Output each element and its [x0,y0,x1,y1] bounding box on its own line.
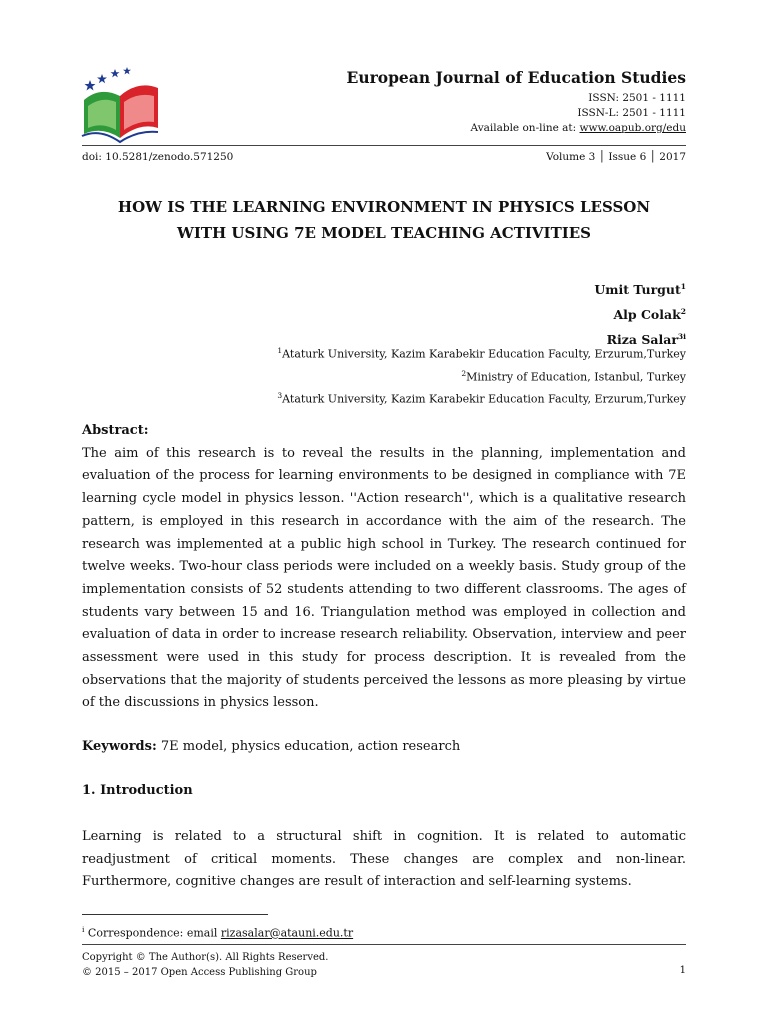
author-2 [594,301,686,326]
author-name: Riza Salar [606,332,678,348]
journal-url-link[interactable]: www.oapub.org/edu [579,122,686,134]
publisher-line: © 2015 – 2017 Open Access Publishing Group [82,967,317,978]
footnote-divider [82,914,268,915]
journal-availability [347,121,687,136]
journal-issn-l: ISSN-L: 2501 - 1111 [577,107,686,119]
copyright-line: Copyright © The Author(s). All Rights Reserved. [82,952,329,963]
affiliation-text: Ataturk University, Kazim Karabekir Education Faculty, Erzurum,Turkey [282,392,686,406]
author-sup: 1 [680,282,686,291]
affiliation-1 [277,341,686,364]
abstract-heading: Abstract: [82,423,149,438]
footnote-sup: i [82,925,85,934]
keywords-section [82,736,686,759]
author-sup: 3i [677,332,686,342]
meta-row [82,151,686,163]
intro-heading: 1. Introduction [82,783,193,798]
author-name: Umit Turgut [594,282,681,298]
journal-header [347,68,687,136]
affiliation-sup: 1 [277,346,283,355]
affiliation-text: Ministry of Education, Istanbul, Turkey [466,370,686,384]
availability-label: Available on-line at: [470,122,580,134]
keywords-text: 7E model, physics education, action research [156,739,461,754]
footer-divider [82,944,686,945]
journal-logo-icon [78,66,160,144]
correspondence-email-link[interactable]: rizasalar@atauni.edu.tr [220,926,354,940]
journal-issn: ISSN: 2501 - 1111 [588,92,686,104]
title-line-1: HOW IS THE LEARNING ENVIRONMENT IN PHYSICS LESSON [117,198,651,216]
footnote-text: Correspondence: email [84,926,221,940]
author-1 [594,276,686,301]
author-name: Alp Colak [613,307,681,323]
page-number: 1 [679,965,686,976]
affiliation-list [277,341,686,409]
intro-text: Learning is related to a structural shift in cognition. It is related to automatic readjustment of critical moments. These changes are complex and non-linear. Furthermore, cognitive changes are result of interaction and self-learning systems. [82,829,686,890]
doi: doi: 10.5281/zenodo.571250 [82,151,234,163]
affiliation-text: Ataturk University, Kazim Karabekir Education Faculty, Erzurum,Turkey [282,347,686,361]
affiliation-2 [277,364,686,387]
header-divider [82,145,686,146]
affiliation-3 [277,386,686,409]
abstract-text: The aim of this research is to reveal the results in the planning, implementation and evaluation of the process for learning environments to be designed in compliance with 7E learning cycle model in physics lesson. ''Action research'', which is a qualitative research pattern, is employed in this research in accordance with the aim of the research. The research was implemented at a public high school in Turkey. The research continued for twelve weeks. Two-hour class periods were included on a weekly basis. Study group of the implementation consists of 52 students attending to two different classrooms. The ages of students vary between 15 and 16. Triangulation method was employed in collection and evaluation of data in order to increase research reliability. Observation, interview and peer assessment were used in this study for process description. It is revealed from the observations that the majority of students perceived the lessons as more pleasing by virtue of the discussions in physics lesson. [82,445,686,711]
paper-title [82,194,686,246]
footnote [82,925,353,940]
keywords-label: Keywords: [82,739,157,754]
footer-copyright [82,950,686,980]
affiliation-sup: 3 [277,391,283,401]
affiliation-sup: 2 [461,368,467,378]
journal-title: European Journal of Education Studies [346,68,686,87]
volume-issue: Volume 3 │ Issue 6 │ 2017 [546,151,686,163]
abstract-section [82,420,686,715]
title-line-2: WITH USING 7E MODEL TEACHING ACTIVITIES [176,224,592,242]
author-sup: 2 [680,307,686,317]
